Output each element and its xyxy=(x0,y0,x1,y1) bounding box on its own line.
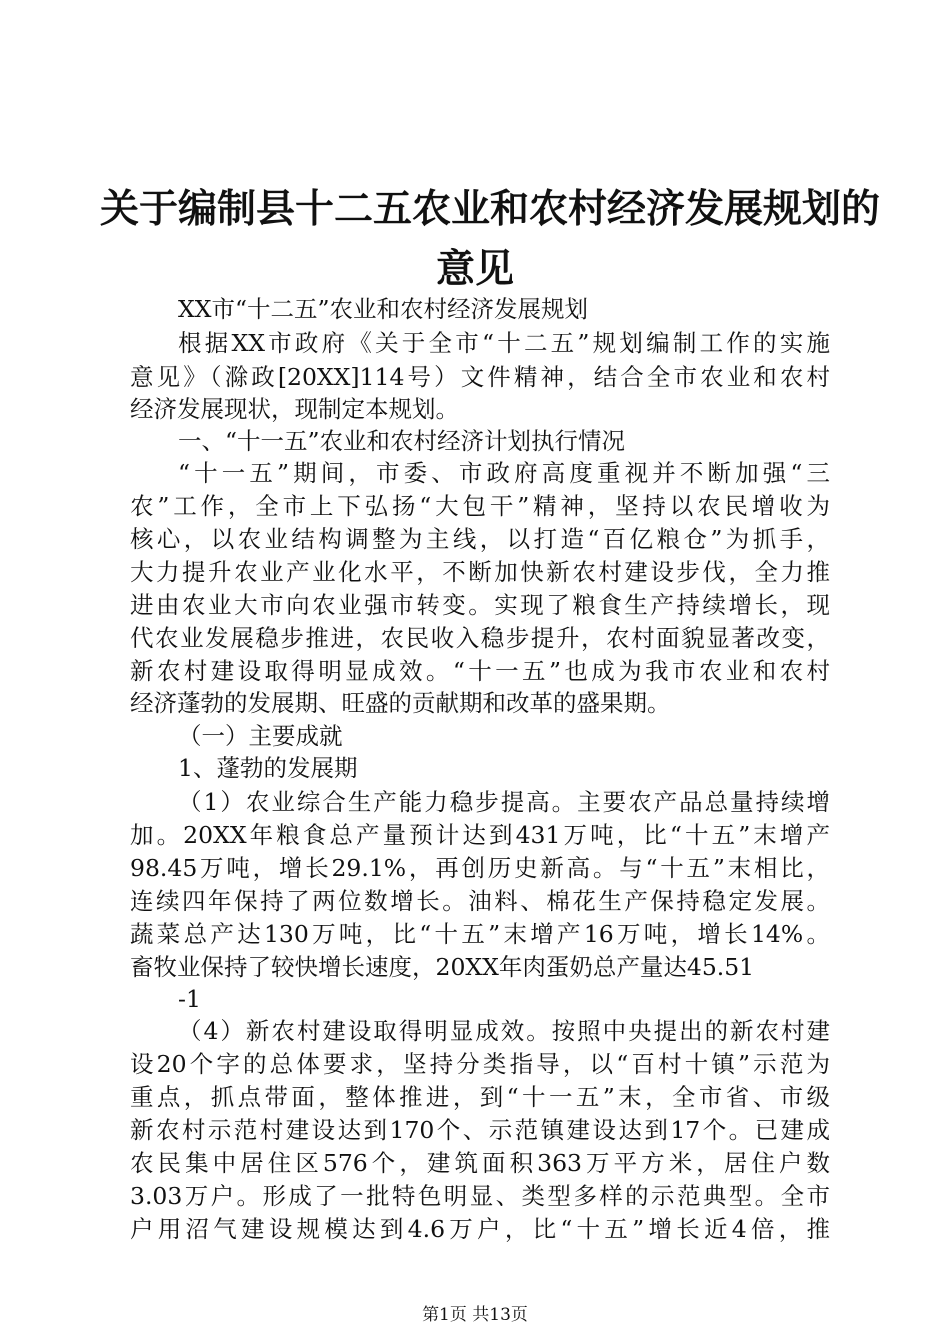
section-heading: 一、“十一五”农业和农村经济计划执行情况 xyxy=(178,427,626,455)
paragraph-line: 经济蓬勃的发展期、旺盛的贡献期和改革的盛果期。 xyxy=(130,689,671,717)
page-footer: 第1页 共13页 xyxy=(422,1305,528,1325)
document-title-line-1: 关于编制县十二五农业和农村经济发展规划的 xyxy=(100,186,881,232)
paragraph-line: 根据XX市政府《关于全市“十二五”规划编制工作的实施 xyxy=(178,329,830,357)
paragraph-line: 经济发展现状，现制定本规划。 xyxy=(130,395,459,423)
paragraph-line: 意见》（滁政[20XX]114号）文件精神，结合全市农业和农村 xyxy=(130,363,830,391)
paragraph-line: 大力提升农业产业化水平，不断加快新农村建设步伐，全力推 xyxy=(130,558,830,586)
paragraph-line: 98.45万吨，增长29.1%，再创历史新高。与“十五”末相比， xyxy=(130,854,830,882)
paragraph-line: 核心，以农业结构调整为主线，以打造“百亿粮仓”为抓手， xyxy=(130,525,830,553)
document-title-line-2: 意见 xyxy=(435,246,514,292)
subtitle-line: XX市“十二五”农业和农村经济发展规划 xyxy=(178,295,588,323)
paragraph-line: “十一五”期间，市委、市政府高度重视并不断加强“三 xyxy=(178,459,830,487)
subsection-heading: 1、蓬勃的发展期 xyxy=(178,754,358,782)
paragraph-line: 设20个字的总体要求，坚持分类指导，以“百村十镇”示范为 xyxy=(130,1050,830,1078)
paragraph-line: 加。20XX年粮食总产量预计达到431万吨，比“十五”末增产 xyxy=(130,821,830,849)
paragraph-line: 进由农业大市向农业强市转变。实现了粮食生产持续增长，现 xyxy=(130,591,830,619)
paragraph-line: 新农村示范村建设达到170个、示范镇建设达到17个。已建成 xyxy=(130,1116,830,1144)
paragraph-line: （4）新农村建设取得明显成效。按照中央提出的新农村建 xyxy=(178,1017,830,1045)
paragraph-line: 代农业发展稳步推进，农民收入稳步提升，农村面貌显著改变， xyxy=(130,624,830,652)
paragraph-line: 畜牧业保持了较快增长速度，20XX年肉蛋奶总产量达45.51 xyxy=(130,953,755,981)
paragraph-line: 户用沼气建设规模达到4.6万户，比“十五”增长近4倍，推 xyxy=(130,1215,830,1243)
paragraph-line: （1）农业综合生产能力稳步提高。主要农产品总量持续增 xyxy=(178,788,830,816)
paragraph-line: 新农村建设取得明显成效。“十一五”也成为我市农业和农村 xyxy=(130,657,830,685)
paragraph-line: 3.03万户。形成了一批特色明显、类型多样的示范典型。全市 xyxy=(130,1182,830,1210)
page-break-marker: -1 xyxy=(178,985,201,1013)
paragraph-line: 农民集中居住区576个，建筑面积363万平方米，居住户数 xyxy=(130,1149,830,1177)
paragraph-line: 农”工作，全市上下弘扬“大包干”精神，坚持以农民增收为 xyxy=(130,492,830,520)
paragraph-line: 蔬菜总产达130万吨，比“十五”末增产16万吨，增长14%。 xyxy=(130,920,830,948)
subsection-heading: （一）主要成就 xyxy=(178,722,343,750)
paragraph-line: 连续四年保持了两位数增长。油料、棉花生产保持稳定发展。 xyxy=(130,887,830,915)
paragraph-line: 重点，抓点带面，整体推进，到“十一五”末，全市省、市级 xyxy=(130,1083,830,1111)
